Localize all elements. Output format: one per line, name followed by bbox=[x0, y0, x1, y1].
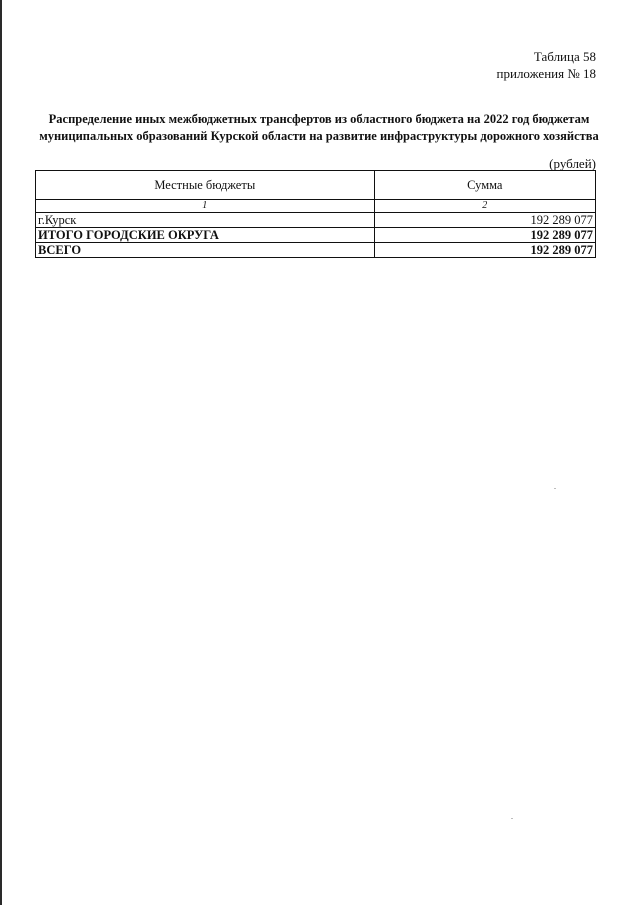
row-sum: 192 289 077 bbox=[374, 213, 595, 228]
appendix-number: приложения № 18 bbox=[496, 66, 596, 81]
column-number-2: 2 bbox=[374, 200, 595, 213]
row-name: ИТОГО ГОРОДСКИЕ ОКРУГА bbox=[36, 228, 375, 243]
scan-speck bbox=[511, 818, 513, 819]
table-header-row bbox=[36, 171, 596, 200]
column-numbering-row bbox=[36, 200, 596, 213]
row-sum: 192 289 077 bbox=[374, 243, 595, 258]
units-label: (рублей) bbox=[549, 156, 596, 171]
budget-table bbox=[35, 170, 596, 258]
table-row bbox=[36, 228, 596, 243]
table-reference bbox=[497, 48, 596, 82]
row-name: г.Курск bbox=[36, 213, 375, 228]
table-number: Таблица 58 bbox=[533, 49, 596, 64]
column-header-local-budgets: Местные бюджеты bbox=[36, 171, 375, 200]
table-row bbox=[36, 213, 596, 228]
row-sum: 192 289 077 bbox=[374, 228, 595, 243]
row-name: ВСЕГО bbox=[36, 243, 375, 258]
scan-speck bbox=[554, 488, 556, 489]
column-header-sum: Сумма bbox=[374, 171, 595, 200]
document-title: Распределение иных межбюджетных трансфертов из областного бюджета на 2022 год бюджетам муниципальных образований Курской области на развитие инфраструктуры дорожного хозяйства bbox=[39, 112, 599, 143]
table-row bbox=[36, 243, 596, 258]
scan-edge bbox=[0, 0, 2, 905]
column-number-1: 1 bbox=[36, 200, 375, 213]
